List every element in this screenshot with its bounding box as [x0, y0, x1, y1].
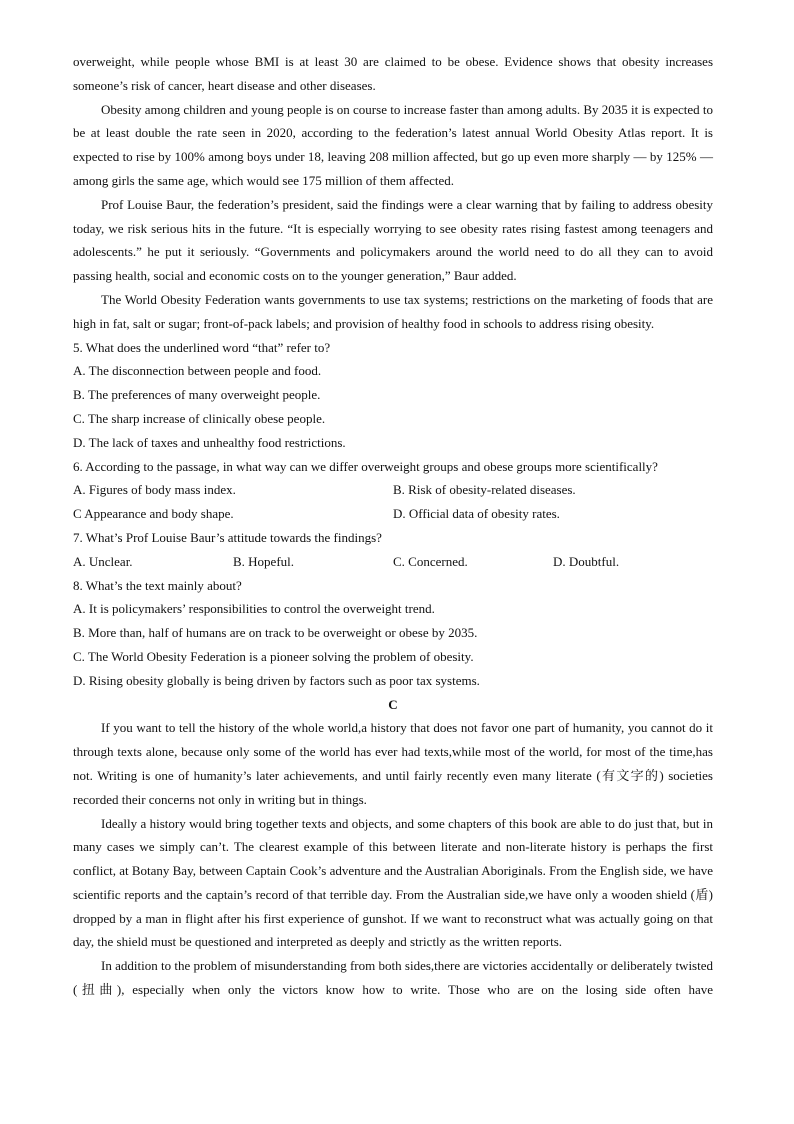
passage-b-paragraph: Obesity among children and young people is on course to increase faster than among adults. By 2035 it is expected to be at least double the rate seen in 2020, according to the federation’s latest annual World Obesity Atlas report. It is expected to rise by 100% among boys under 18, leaving 208 million affected, but go up even more sharply — by 125% — among girls the same age, which would see 175 million of them affected. [73, 101, 713, 188]
question-8 [73, 574, 713, 693]
question-stem: 5. What does the underlined word “that” refer to? [73, 339, 331, 355]
option-c: C. The sharp increase of clinically obese people. [73, 410, 326, 426]
option-d: D. Rising obesity globally is being driven by factors such as poor tax systems. [73, 672, 480, 688]
question-7 [73, 526, 713, 574]
section-title: C [388, 696, 398, 712]
option-b: B. The preferences of many overweight people. [73, 387, 321, 403]
option-row [73, 550, 713, 574]
question-stem: 6. According to the passage, in what way can we differ overweight groups and obese groups more scientifically? [73, 458, 658, 474]
passage-b-paragraph: The World Obesity Federation wants governments to use tax systems; restrictions on the marketing of foods that are high in fat, salt or sugar; front-of-pack labels; and provision of healthy food in schools to address rising obesity. [73, 291, 713, 331]
exam-page [73, 50, 713, 1002]
option-c: C Appearance and body shape. [73, 506, 234, 522]
option-c: C. Concerned. [393, 553, 468, 569]
option-row [73, 502, 713, 526]
question-6 [73, 455, 713, 526]
option-a: A. Figures of body mass index. [73, 482, 236, 498]
passage-c-paragraph: Ideally a history would bring together texts and objects, and some chapters of this book are able to do just that, but in many cases we simply can’t. The clearest example of this between literate and non-literate history is perhaps the first conflict, at Botany Bay, between Captain Cook’s adventure and the Australian Aboriginals. From the English side, we have scientific reports and the captain’s record of that terrible day. From the Australian side,we have only a wooden shield (盾) dropped by a man in flight after his first experience of gunshot. If we want to reconstruct what was actually going on that day, the shield must be questioned and interpreted as deeply and strictly as the written reports. [73, 815, 713, 950]
option-b: B. Risk of obesity-related diseases. [393, 482, 576, 498]
passage-b-paragraph: Prof Louise Baur, the federation’s president, said the findings were a clear warning that by failing to address obesity today, we risk serious hits in the future. “It is especially worrying to see obesity rates rising fastest among teenagers and adolescents.” he put it seriously. “Governments and policymakers around the world need to do all they can to avoid passing health, social and economic costs on to the younger generation,” Baur added. [73, 196, 713, 284]
passage-b-paragraph: overweight, while people whose BMI is at least 30 are claimed to be obese. Evidence shows that obesity increases someone’s risk of cancer, heart disease and other diseases. [73, 54, 713, 93]
passage-c-paragraph: In addition to the problem of misunderstanding from both sides,there are victories accidentally or deliberately twisted (扭曲), especially when only the victors know how to write. Those who are on the losing side often have [73, 958, 713, 998]
option-a: A. Unclear. [73, 553, 133, 569]
option-row [73, 478, 713, 502]
passage-c-paragraph: If you want to tell the history of the whole world,a history that does not favor one part of humanity, you cannot do it through texts alone, because only some of the world has ever had texts,while most of the world, for most of the time,has not. Writing is one of humanity’s later achievements, and until fairly recently even many literate (有文字的) societies recorded their concerns not only in writing but in things. [73, 720, 713, 807]
option-c: C. The World Obesity Federation is a pioneer solving the problem of obesity. [73, 648, 474, 664]
question-stem: 7. What’s Prof Louise Baur’s attitude towards the findings? [73, 529, 382, 545]
option-b: B. Hopeful. [233, 553, 295, 569]
option-a: A. It is policymakers’ responsibilities to control the overweight trend. [73, 601, 435, 617]
question-5 [73, 336, 713, 455]
option-d: D. Official data of obesity rates. [393, 506, 560, 522]
option-d: D. The lack of taxes and unhealthy food restrictions. [73, 434, 346, 450]
option-a: A. The disconnection between people and food. [73, 363, 322, 379]
option-b: B. More than, half of humans are on track to be overweight or obese by 2035. [73, 625, 478, 641]
option-d: D. Doubtful. [553, 553, 620, 569]
question-stem: 8. What’s the text mainly about? [73, 577, 242, 593]
